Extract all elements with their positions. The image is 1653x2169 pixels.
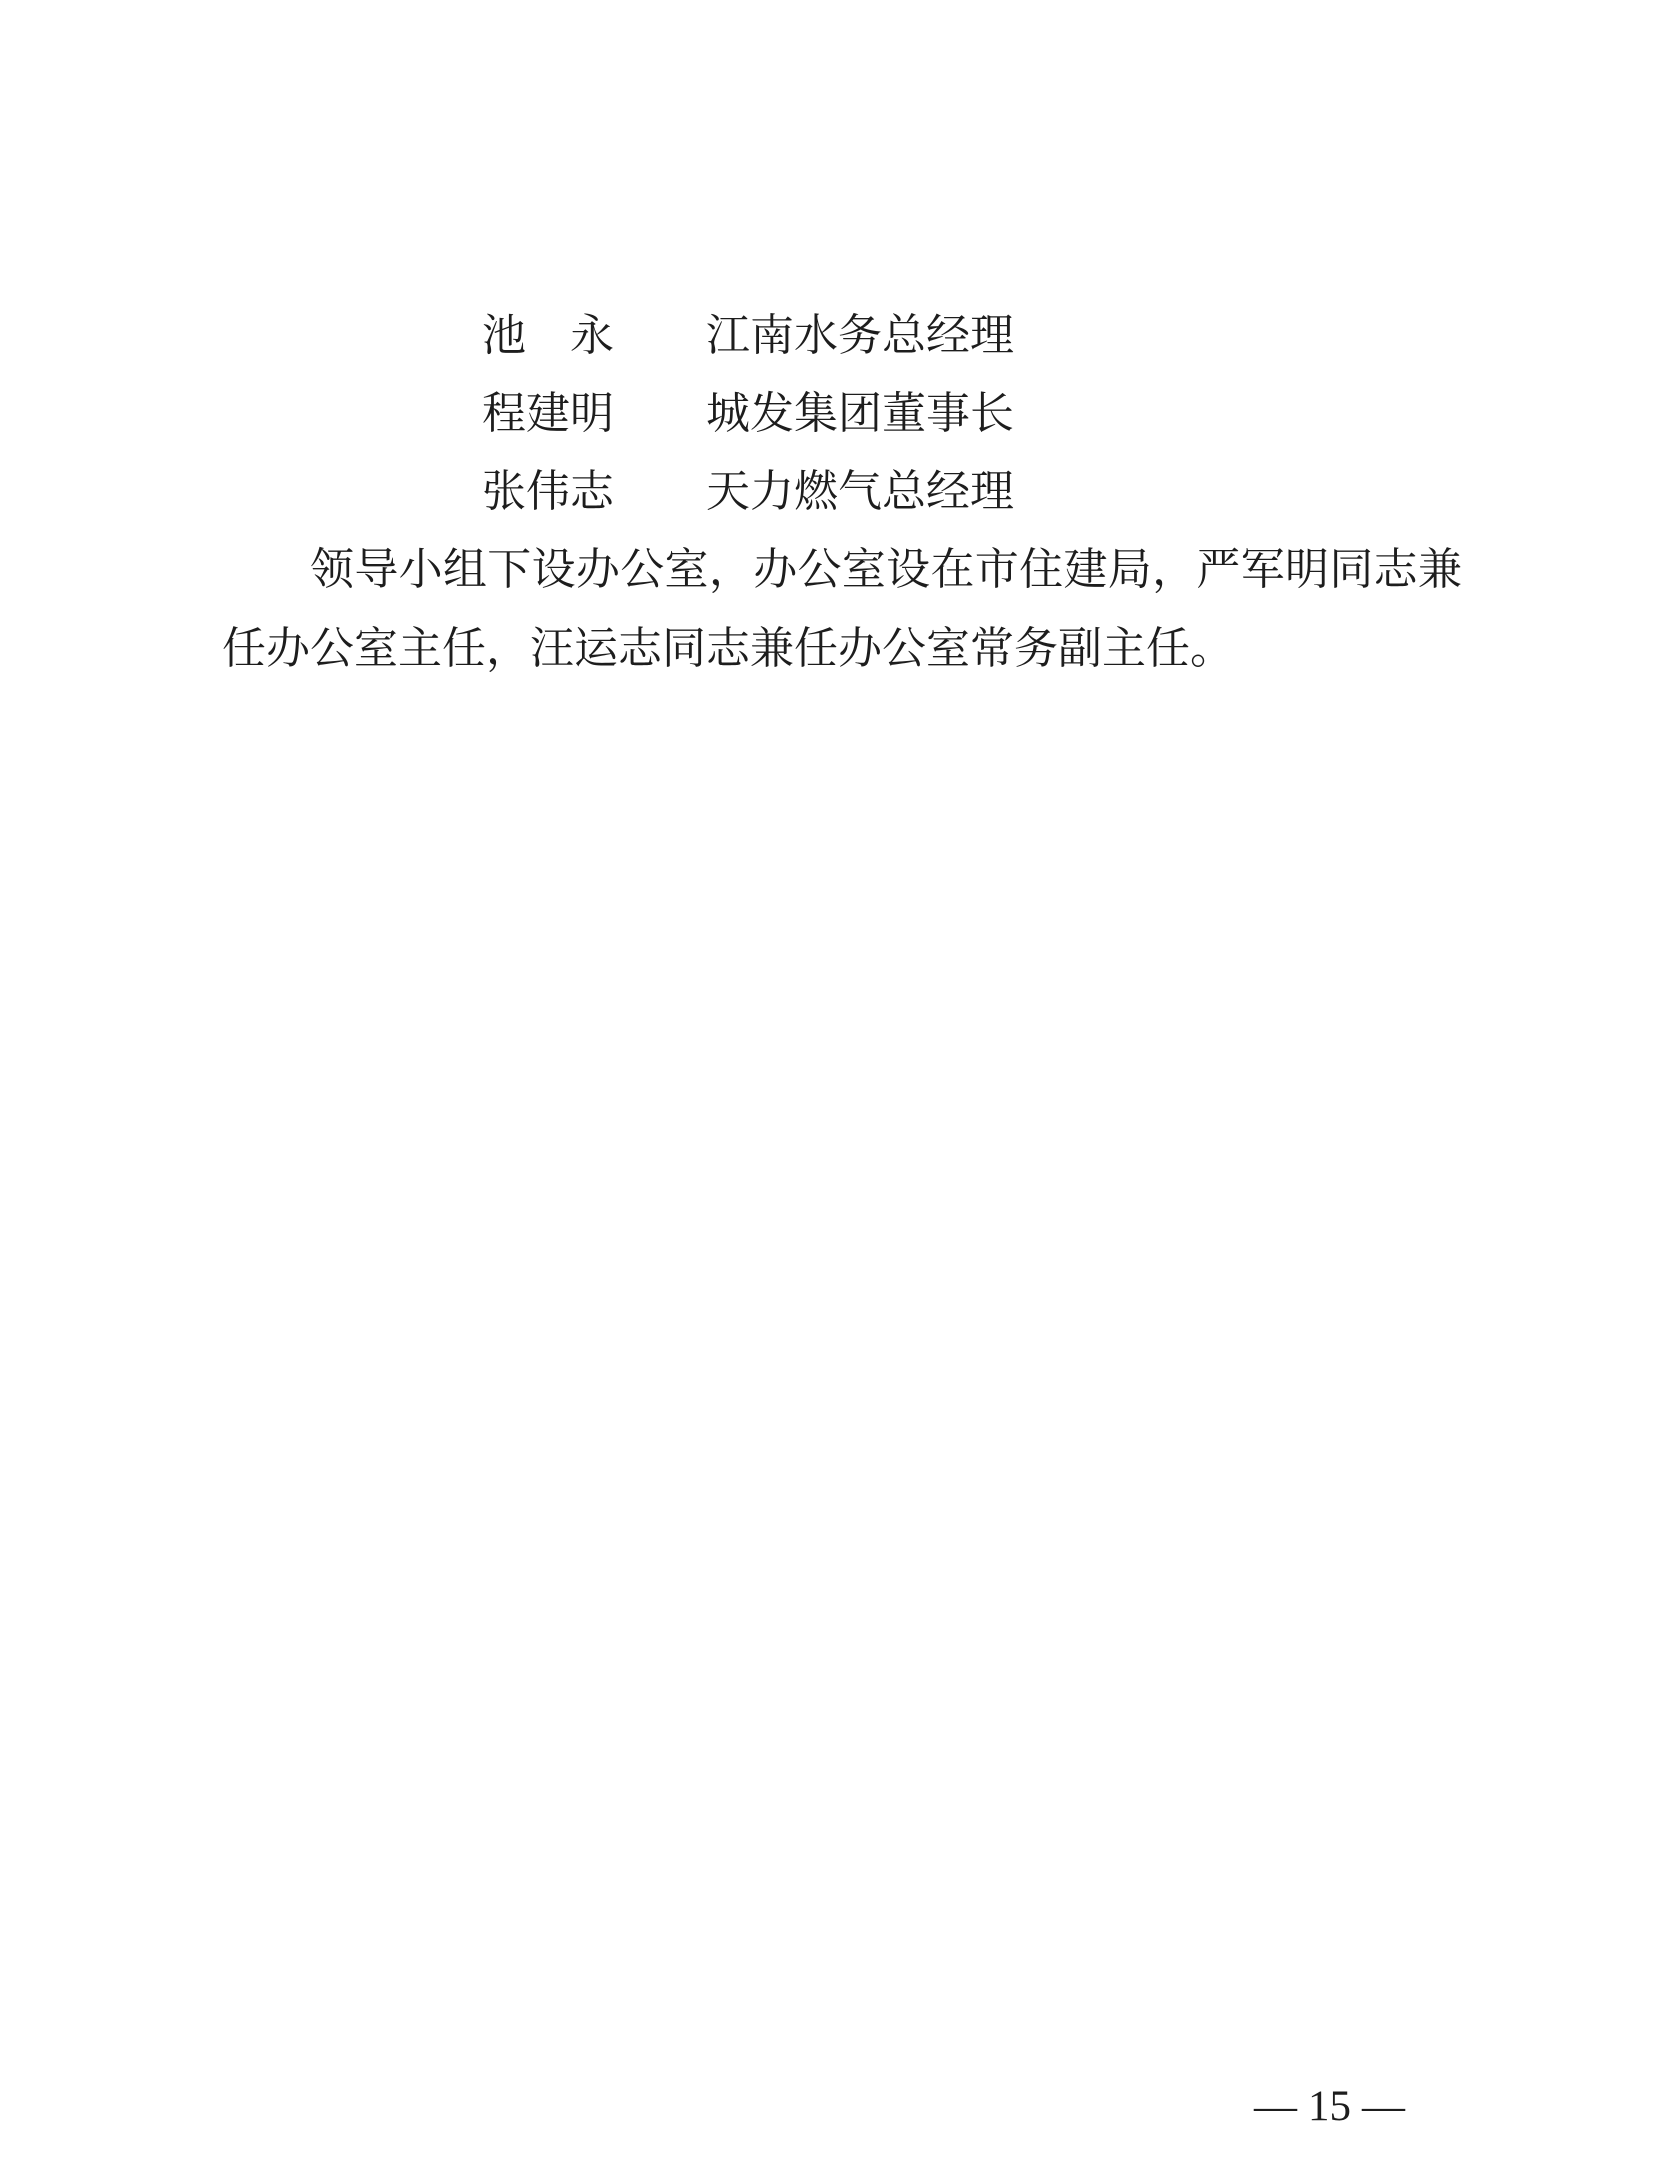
- member-name: 程建明: [482, 389, 614, 438]
- member-name: 池 永: [482, 311, 614, 360]
- footer-page-number: 15: [1308, 2083, 1351, 2130]
- member-row: [482, 311, 1014, 360]
- footer-dash-right: —: [1362, 2083, 1405, 2130]
- member-title: 城发集团董事长: [706, 389, 1014, 438]
- member-row: [482, 467, 1014, 516]
- footer-dash-left: —: [1254, 2083, 1297, 2130]
- member-name: 张伟志: [482, 467, 614, 516]
- page-number-footer: [1254, 2085, 1405, 2129]
- member-title: 江南水务总经理: [706, 311, 1014, 360]
- office-setup-paragraph: 领导小组下设办公室，办公室设在市住建局，严军明同志兼任办公室主任，汪运志同志兼任办公室常务副主任。: [222, 545, 1462, 673]
- member-title: 天力燃气总经理: [706, 467, 1014, 516]
- member-row: [482, 389, 1014, 438]
